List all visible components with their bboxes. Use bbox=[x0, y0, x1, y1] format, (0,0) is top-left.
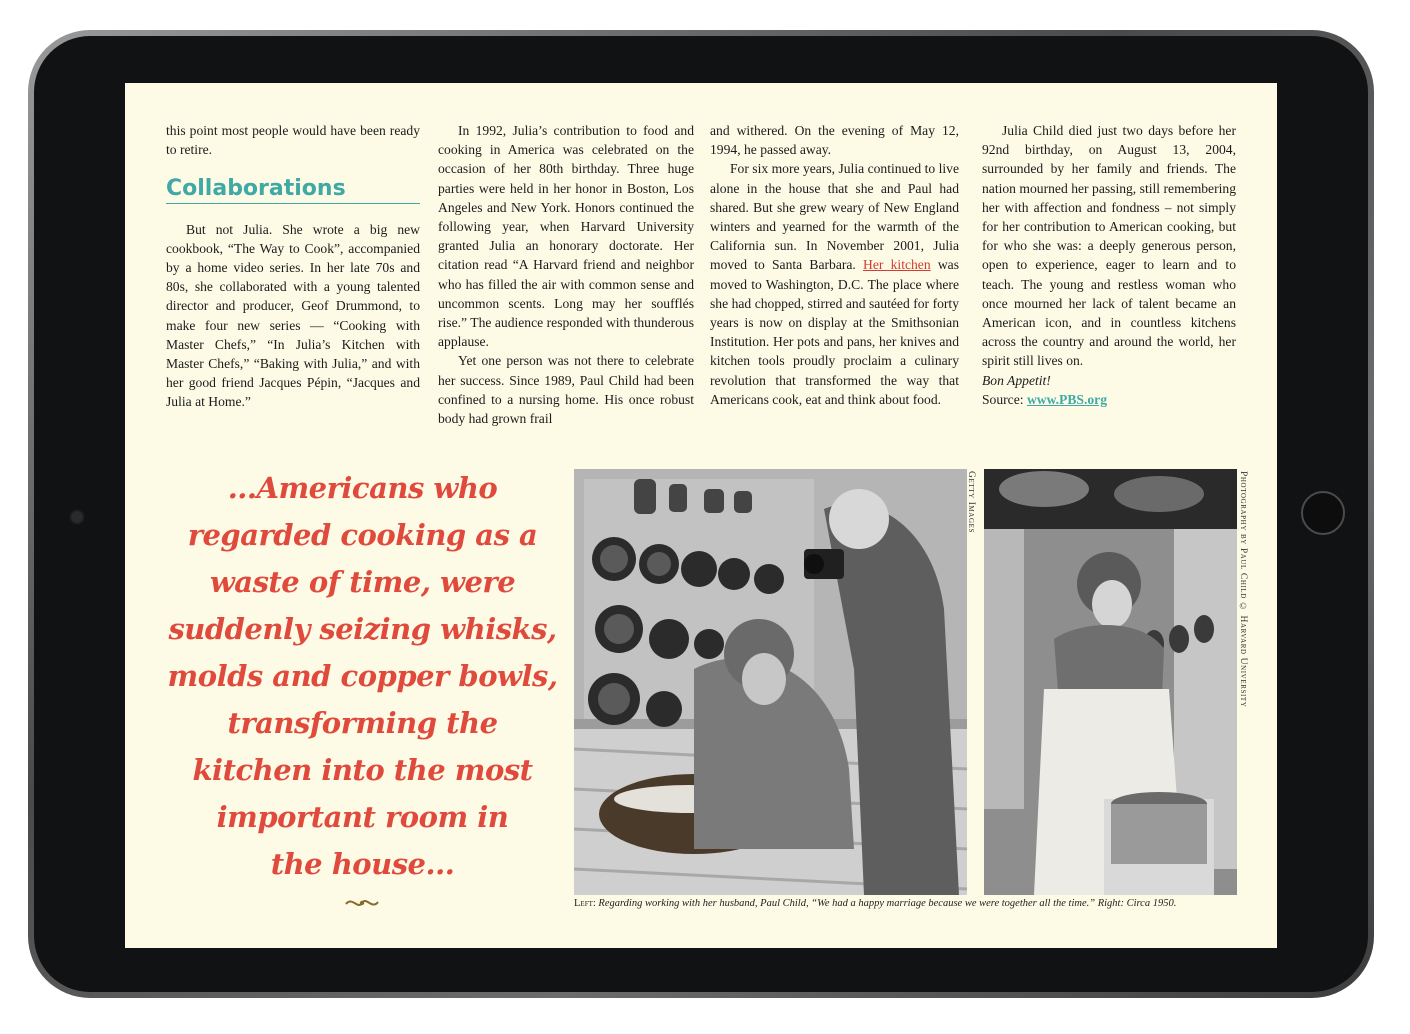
home-button[interactable] bbox=[1301, 491, 1345, 535]
pull-quote-line: molds and copper bowls, bbox=[167, 659, 558, 693]
tasting-photo-image bbox=[984, 469, 1237, 895]
column-3-lead: and withered. On the evening of May 12, 1994, he passed away. bbox=[710, 123, 959, 158]
article-column-3 bbox=[710, 121, 959, 409]
section-heading: Collaborations bbox=[166, 179, 420, 203]
column-1-paragraph: But not Julia. She wrote a big new cookbook, “The Way to Cook”, accompanied by a home video series. In her late 70s and 80s, she collaborated with a young talented director and producer, Geof Drummond, to make four new series — “Cooking with Master Chefs,” “In Julia’s Kitchen with Master Chefs,” “Baking with Julia,” and with her good friend Jacques Pépin, “Jacques and Julia at Home.” bbox=[166, 221, 420, 410]
pull-quote-line: transforming the bbox=[227, 706, 498, 740]
photo-credit-harvard: Photography by Paul Child © Harvard University bbox=[1238, 471, 1248, 708]
front-camera bbox=[71, 511, 83, 523]
column-2-paragraph-2: Yet one person was not there to celebrate her success. Since 1989, Paul Child had been confined to a nursing home. His once robust body had grown frail bbox=[438, 353, 694, 427]
caption-label: Left: bbox=[574, 898, 596, 909]
flourish-ornament-icon bbox=[344, 894, 380, 912]
pull-quote-line: the house... bbox=[270, 847, 455, 881]
article-column-1 bbox=[166, 121, 420, 412]
source-label: Source: bbox=[982, 391, 1027, 407]
pull-quote bbox=[165, 465, 560, 888]
pull-quote-line: suddenly seizing whisks, bbox=[168, 612, 557, 646]
column-3-text-after: was moved to Washington, D.C. The place where she had chopped, stirred and sautéed for forty years is now on display at the Smithsonian Institution. Her pots and pans, her knives and kitchen tools proudly proclaim a culinary revolution that transformed the way that Americans cook, eat and think about food. bbox=[710, 257, 959, 407]
pull-quote-line: important room in bbox=[216, 800, 509, 834]
pull-quote-line: waste of time, were bbox=[209, 565, 516, 599]
column-1-lead: this point most people would have been ready to retire. bbox=[166, 123, 420, 158]
source-link[interactable]: www.PBS.org bbox=[1026, 391, 1107, 407]
magazine-page bbox=[125, 83, 1277, 948]
photo-caption bbox=[574, 898, 1237, 909]
her-kitchen-link[interactable]: Her kitchen bbox=[863, 257, 931, 273]
photo-julia-and-paul bbox=[574, 469, 967, 895]
pull-quote-line: kitchen into the most bbox=[192, 753, 533, 787]
pull-quote-line: ...Americans who bbox=[227, 471, 498, 505]
column-4-paragraph: Julia Child died just two days before her 92nd birthday, on August 13, 2004, surrounded by her family and friends. The nation mourned her passing, still remembering her with affection and fondness – not simply for her contribution to American cooking, but for who she was: a deeply generous person, open to experience, eager to learn and to teach. The young and restless woman who once mourned her lack of talent became an American icon, and in countless kitchens across the country and around the world, her spirit still lives on. bbox=[982, 123, 1236, 369]
pull-quote-line: regarded cooking as a bbox=[187, 518, 538, 552]
kitchen-photo-image bbox=[574, 469, 967, 895]
photo-julia-tasting bbox=[984, 469, 1237, 895]
column-2-paragraph-1: In 1992, Julia’s contribution to food and cooking in America was celebrated on the occasion of her 80th birthday. Three huge parties were held in her honor in Boston, Los Angeles and New York. Honors continued the following year, when Harvard University granted Julia an honorary doctorate. Her citation read “A Harvard friend and neighbor who has filled the air with common sense and uncommon scents. Long may her soufflés rise.” The audience responded with thunderous applause. bbox=[438, 123, 694, 350]
article-column-4 bbox=[982, 121, 1236, 409]
column-3-paragraph bbox=[710, 159, 959, 409]
column-3-text-before: For six more years, Julia continued to live alone in the house that she and Paul had shared. But she grew weary of New England winters and yearned for the warmth of the California sun. In November 2001, Julia moved to Santa Barbara. bbox=[710, 161, 959, 273]
bon-appetit-signoff: Bon Appetit! bbox=[982, 372, 1051, 388]
caption-text: Regarding working with her husband, Paul Child, “We had a happy marriage because we were together all the time.” Right: Circa 1950. bbox=[595, 898, 1177, 909]
source-line bbox=[982, 390, 1236, 409]
photo-credit-getty: Getty Images bbox=[966, 471, 976, 533]
article-column-2 bbox=[438, 121, 694, 428]
